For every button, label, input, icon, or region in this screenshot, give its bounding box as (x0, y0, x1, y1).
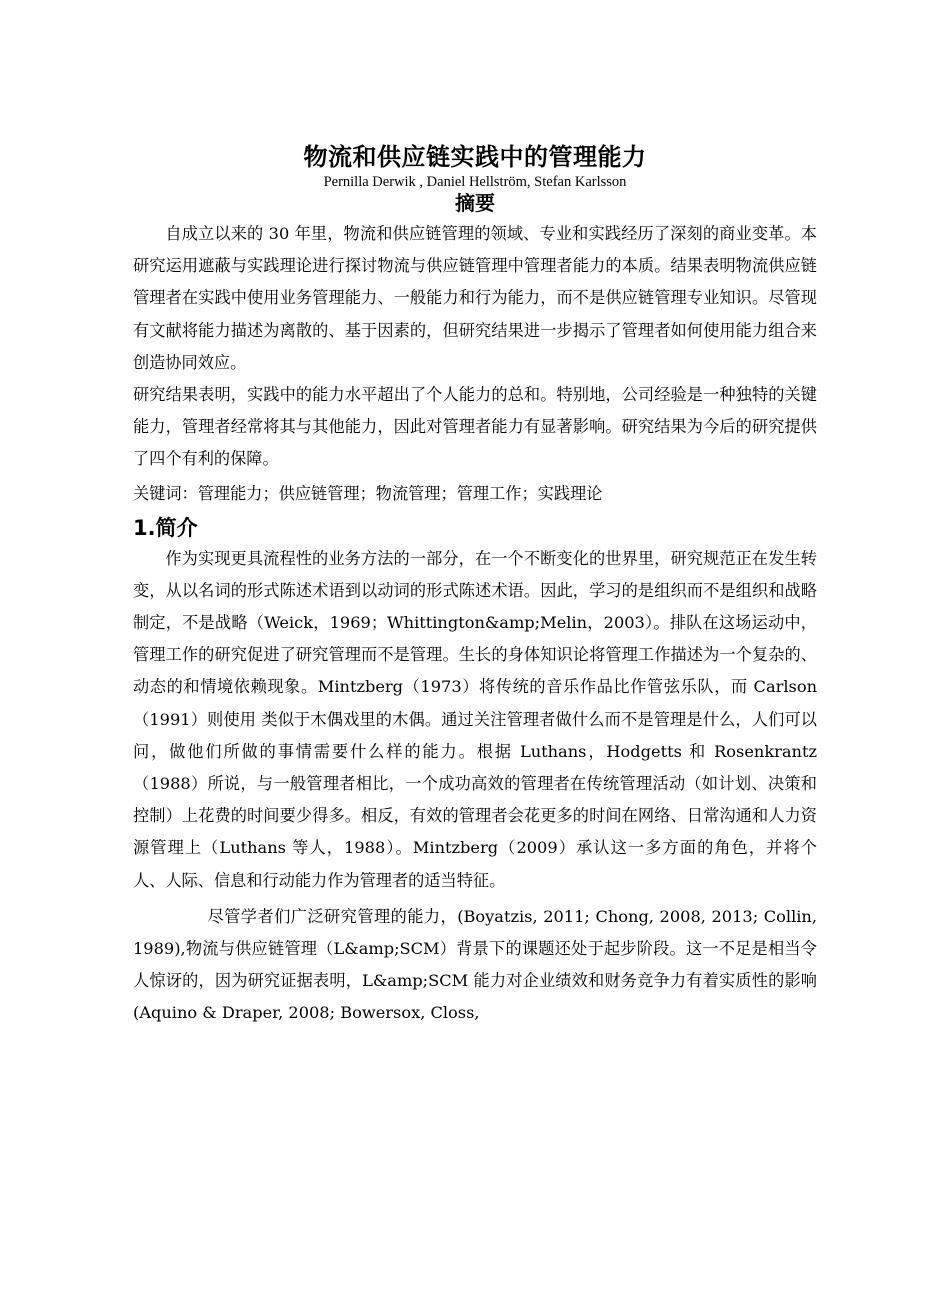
keywords-line: 关键词：管理能力；供应链管理；物流管理；管理工作；实践理论 (133, 483, 603, 503)
author-line: Pernilla Derwik , Daniel Hellström, Stefan Karlsson (323, 174, 627, 190)
abstract-paragraph-1: 自成立以来的 30 年里，物流和供应链管理的领域、专业和实践经历了深刻的商业变革。本研究运用遮蔽与实践理论进行探讨物流与供应链管理中管理者能力的本质。结果表明物流供应链管理者在实践中使用业务管理能力、一般能力和行为能力，而不是供应链管理专业知识。尽管现有文献将能力描述为离散的、基于因素的，但研究结果进一步揭示了管理者如何使用能力组合来创造协同效应。 (133, 224, 817, 372)
abstract-heading: 摘要 (455, 191, 495, 215)
section-1-heading: 1.简介 (133, 515, 198, 540)
section-1-paragraph-1: 作为实现更具流程性的业务方法的一部分，在一个不断变化的世界里，研究规范正在发生转变，从以名词的形式陈述术语到以动词的形式陈述术语。因此，学习的是组织而不是组织和战略制定，不是战略（Weick，1969；Whittington&amp;Melin，2003）。排队在这场运动中，管理工作的研究促进了研究管理而不是管理。生长的身体知识论将管理工作描述为一个复杂的、动态的和情境依赖现象。Mintzberg（1973）将传统的音乐作品比作管弦乐队，而 Carlson（1991）则使用 类似于木偶戏里的木偶。通过关注管理者做什么而不是管理是什么，人们可以问，做他们所做的事情需要什么样的能力。根据 Luthans，Hodgetts 和 Rosenkrantz（1988）所说，与一般管理者相比，一个成功高效的管理者在传统管理活动（如计划、决策和控制）上花费的时间要少得多。相反，有效的管理者会花更多的时间在网络、日常沟通和人力资源管理上（Luthans 等人，1988）。Mintzberg（2009）承认这一多方面的角色，并将个人、人际、信息和行动能力作为管理者的适当特征。 (133, 548, 817, 890)
document-title: 物流和供应链实践中的管理能力 (303, 143, 647, 171)
section-1-paragraph-2: 尽管学者们广泛研究管理的能力，(Boyatzis, 2011; Chong, 2008, 2013; Collin, 1989),物流与供应链管理（L&amp;SCM）背景下的课题还处于起步阶段。这一不足是相当令人惊讶的，因为研究证据表明，L&amp;SCM 能力对企业绩效和财务竞争力有着实质性的影响(Aquino & Draper, 2008; Bowersox, Closs, (133, 906, 817, 1023)
abstract-paragraph-2: 研究结果表明，实践中的能力水平超出了个人能力的总和。特别地，公司经验是一种独特的关键能力，管理者经常将其与其他能力，因此对管理者能力有显著影响。研究结果为今后的研究提供了四个有利的保障。 (133, 385, 817, 469)
document-page (133, 140, 817, 1030)
